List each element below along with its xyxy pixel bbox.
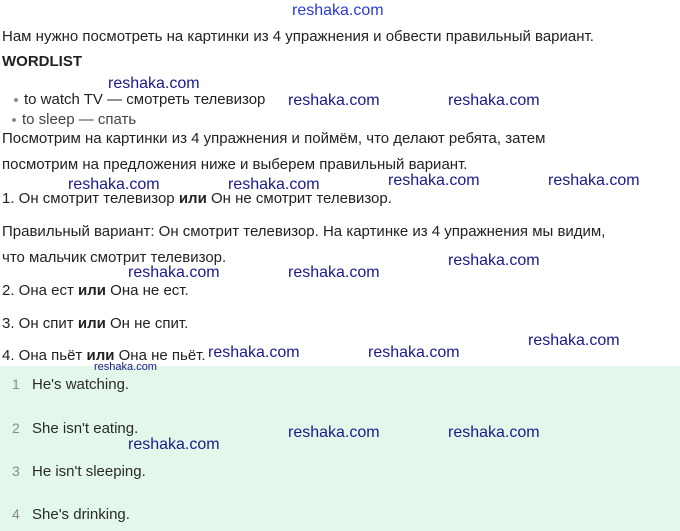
bullet-icon <box>14 98 18 102</box>
watermark-top: reshaka.com <box>292 2 384 19</box>
explanation-line: посмотрим на предложения ниже и выберем правильный вариант. <box>2 156 468 173</box>
watermark: reshaka.com <box>448 424 540 441</box>
watermark: reshaka.com <box>68 176 160 193</box>
answer-number: 3 <box>12 463 20 479</box>
watermark: reshaka.com <box>528 332 620 349</box>
watermark: reshaka.com <box>448 92 540 109</box>
answer-number: 2 <box>12 420 20 436</box>
answer-text: He isn't sleeping. <box>32 463 146 480</box>
correct-line: Правильный вариант: Он смотрит телевизор. На картинке из 4 упражнения мы видим, <box>2 223 606 240</box>
correct-line: что мальчик смотрит телевизор. <box>2 249 227 266</box>
choice-item: 1. Он смотрит телевизор или Он не смотрит телевизор. <box>2 190 392 207</box>
watermark: reshaka.com <box>288 92 380 109</box>
answer-number: 1 <box>12 376 20 392</box>
explanation-line: Посмотрим на картинки из 4 упражнения и поймём, что делают ребята, затем <box>2 130 546 147</box>
wordlist-item-clipped: to sleep — спать <box>12 118 136 126</box>
answer-text: She isn't eating. <box>32 420 139 437</box>
watermark: reshaka.com <box>94 361 157 373</box>
answer-number: 4 <box>12 506 20 522</box>
watermark: reshaka.com <box>208 344 300 361</box>
choice-item: 3. Он спит или Он не спит. <box>2 315 189 332</box>
watermark: reshaka.com <box>288 424 380 441</box>
bullet-icon <box>12 118 16 122</box>
wordlist-heading: WORDLIST <box>2 53 82 70</box>
watermark: reshaka.com <box>288 264 380 281</box>
watermark: reshaka.com <box>228 176 320 193</box>
answer-text: She's drinking. <box>32 506 130 523</box>
wordlist-item: to watch TV — смотреть телевизор <box>14 91 265 108</box>
choice-item: 2. Она ест или Она не ест. <box>2 282 189 299</box>
choice-item: 4. Она пьёт или Она не пьёт. <box>2 347 206 364</box>
watermark: reshaka.com <box>368 344 460 361</box>
watermark: reshaka.com <box>128 264 220 281</box>
watermark: reshaka.com <box>548 172 640 189</box>
answers-panel <box>0 366 680 531</box>
watermark: reshaka.com <box>108 75 200 92</box>
answer-text: He's watching. <box>32 376 130 393</box>
intro-text: Нам нужно посмотреть на картинки из 4 упражнения и обвести правильный вариант. <box>2 28 594 45</box>
watermark: reshaka.com <box>388 172 480 189</box>
watermark: reshaka.com <box>128 436 220 453</box>
watermark: reshaka.com <box>448 252 540 269</box>
